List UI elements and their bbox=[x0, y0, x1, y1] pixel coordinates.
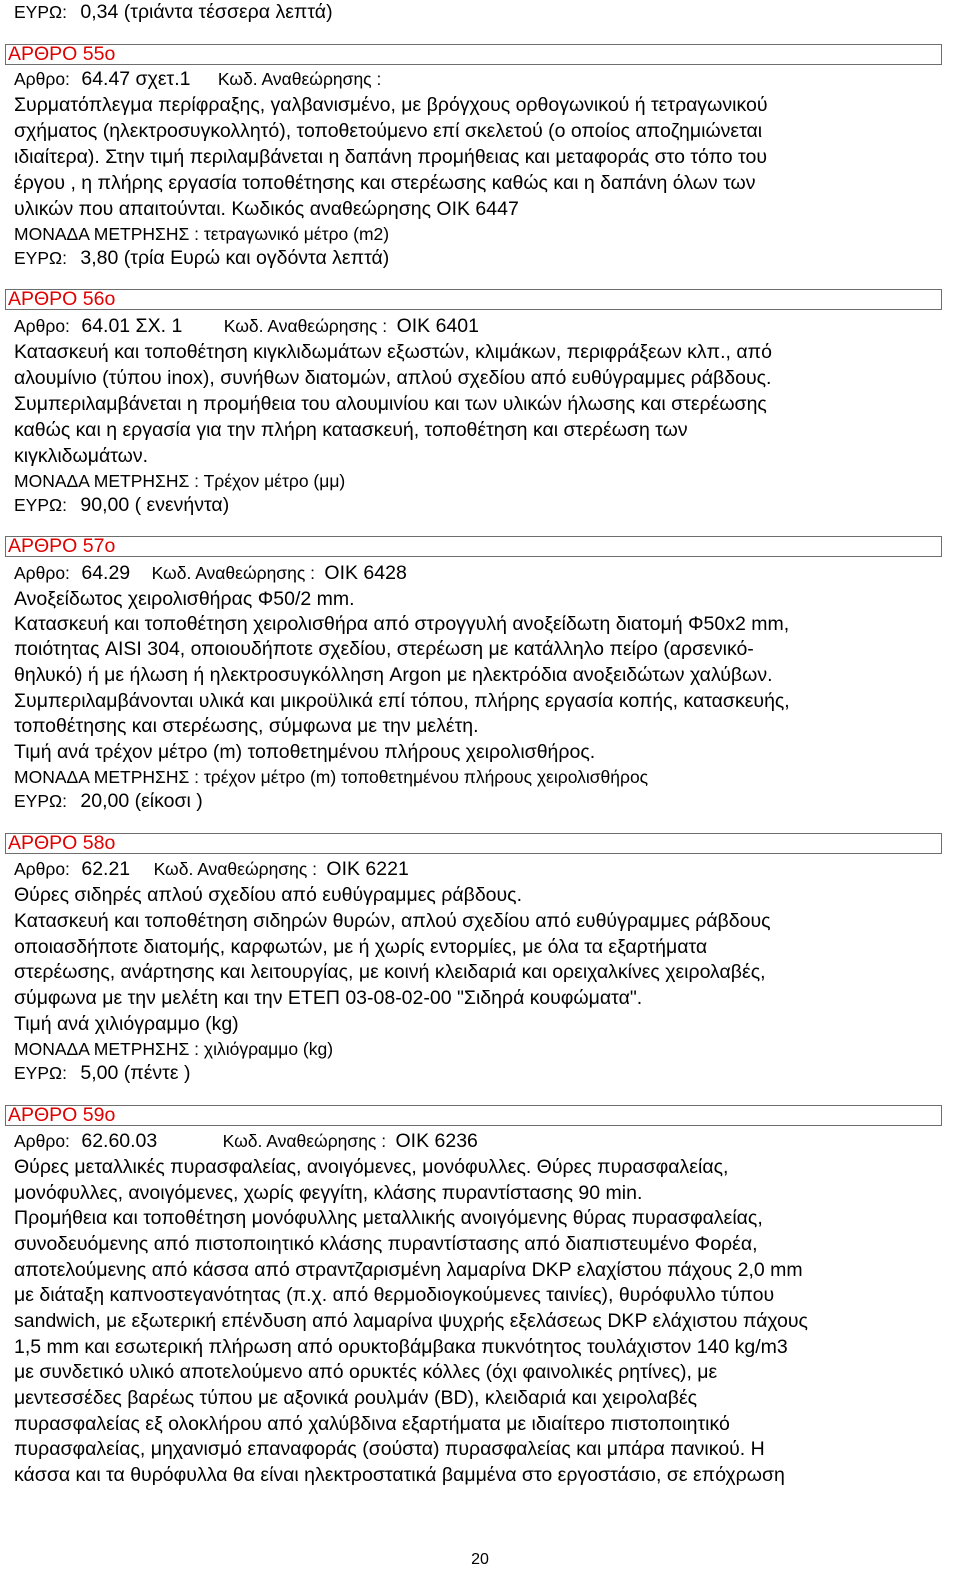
article-text-line: μονόφυλλες, ανοιγόμενες, χωρίς φεγγίτη, κλάσης πυραντίστασης 90 min. bbox=[14, 1182, 643, 1204]
article-text-line: Θύρες σιδηρές απλού σχεδίου από ευθύγραμμες ράβδους. bbox=[14, 884, 522, 906]
article-meta: Αρθρο: 64.47 σχετ.1 Κωδ. Αναθεώρησης : bbox=[14, 68, 382, 90]
article-text-line: οποιασδήποτε διατομής, καρφωτών, με ή χωρίς εντορμίες, με όλα τα εξαρτήματα bbox=[14, 936, 708, 958]
article-text-line: Τιμή ανά τρέχον μέτρο (m) τοποθετημένου πλήρους χειρολισθήρος. bbox=[14, 741, 596, 763]
article-meta: Αρθρο: 64.29 Κωδ. Αναθεώρησης : ΟΙΚ 6428 bbox=[14, 562, 407, 584]
euro-line: ΕΥΡΩ: 90,00 ( ενενήντα) bbox=[14, 494, 230, 516]
article-59-header bbox=[5, 1105, 942, 1126]
article-text-line: έργου , η πλήρης εργασία τοποθέτησης και στερέωσης καθώς και η δαπάνη όλων των bbox=[14, 172, 756, 194]
article-text-line: κιγκλιδωμάτων. bbox=[14, 445, 149, 467]
article-heading: ΑΡΘΡΟ 58ο bbox=[8, 832, 116, 854]
article-text-line: πυρασφαλείας, μηχανισμό επαναφοράς (σούστα) πυρασφαλείας και μπάρα πανικού. Η bbox=[14, 1438, 765, 1460]
article-heading: ΑΡΘΡΟ 55ο bbox=[8, 43, 116, 65]
article-text-line: πυρασφαλείας εξ ολοκλήρου από χαλύβδινα εξαρτήματα με ιδιαίτερο πιστοποιητικό bbox=[14, 1413, 730, 1435]
article-text-line: Συρματόπλεγμα περίφραξης, γαλβανισμένο, με βρόγχους ορθογωνικού ή τετραγωνικού bbox=[14, 94, 768, 116]
article-meta: Αρθρο: 62.21 Κωδ. Αναθεώρησης : ΟΙΚ 6221 bbox=[14, 858, 409, 880]
article-text-line: ποιότητας AISI 304, οποιουδήποτε σχεδίου, στερέωση με κατάλληλο πείρο (αρσενικό- bbox=[14, 638, 754, 660]
article-text-line: 1,5 mm και εσωτερική πλήρωση από ορυκτοβάμβακα πυκνότητος τουλάχιστον 140 kg/m3 bbox=[14, 1336, 788, 1358]
unit-line: ΜΟΝΑΔΑ ΜΕΤΡΗΣΗΣ : χιλιόγραμμο (kg) bbox=[14, 1039, 334, 1059]
article-text-line: Κατασκευή και τοποθέτηση κιγκλιδωμάτων εξωστών, κλιμάκων, περιφράξεων κλπ., από bbox=[14, 341, 772, 363]
article-text-line: σύμφωνα με την μελέτη και την ΕΤΕΠ 03-08-02-00 "Σιδηρά κουφώματα". bbox=[14, 987, 643, 1009]
article-text-line: συνοδευόμενης από πιστοποιητικό κλάσης πυραντίστασης από διαπιστευμένο Φορέα, bbox=[14, 1233, 758, 1255]
euro-line: ΕΥΡΩ: 5,00 (πέντε ) bbox=[14, 1062, 191, 1084]
article-text-line: ιδιαίτερα). Στην τιμή περιλαμβάνεται η δαπάνη προμήθειας και μεταφοράς στο τόπο του bbox=[14, 146, 767, 168]
euro-line: ΕΥΡΩ: 20,00 (είκοσι ) bbox=[14, 790, 203, 812]
article-text-line: στερέωσης, ανάρτησης και λειτουργίας, με κοινή κλειδαριά και ορειχαλκίνες χειρολαβές, bbox=[14, 961, 766, 983]
article-text-line: Τιμή ανά χιλιόγραμμο (kg) bbox=[14, 1013, 239, 1035]
article-text-line: αποτελούμενης από κάσσα από στραντζαρισμένη λαμαρίνα DKP ελαχίστου πάχους 2,0 mm bbox=[14, 1259, 803, 1281]
article-text-line: τοποθέτησης και στερέωσης, σύμφωνα με την μελέτη. bbox=[14, 715, 479, 737]
article-text-line: θηλυκό) ή με ήλωση ή ηλεκτροσυγκόλληση Argon με ηλεκτρόδια ανοξειδώτων χαλύβων. bbox=[14, 664, 773, 686]
unit-line: ΜΟΝΑΔΑ ΜΕΤΡΗΣΗΣ : τετραγωνικό μέτρο (m2) bbox=[14, 224, 390, 244]
article-heading: ΑΡΘΡΟ 59ο bbox=[8, 1104, 116, 1126]
page-number: 20 bbox=[471, 1551, 489, 1568]
article-text-line: Θύρες μεταλλικές πυρασφαλείας, ανοιγόμενες, μονόφυλλες. Θύρες πυρασφαλείας, bbox=[14, 1156, 729, 1178]
article-text-line: Ανοξείδωτος χειρολισθήρας Φ50/2 mm. bbox=[14, 588, 355, 610]
article-text-line: Κατασκευή και τοποθέτηση χειρολισθήρα από στρογγυλή ανοξείδωτη διατομή Φ50x2 mm, bbox=[14, 613, 790, 635]
article-text-line: Προμήθεια και τοποθέτηση μονόφυλλης μεταλλικής ανοιγόμενης θύρας πυρασφαλείας, bbox=[14, 1207, 763, 1229]
article-text-line: μεντεσσέδες βαρέως τύπου με αξονικά ρουλμάν (BD), κλειδαριά και χειρολαβές bbox=[14, 1387, 698, 1409]
article-text-line: κάσσα και τα θυρόφυλλα θα είναι ηλεκτροστατικά βαμμένα στο εργοστάσιο, σε επόχρωση bbox=[14, 1464, 785, 1486]
article-58-header bbox=[5, 833, 942, 854]
article-text-line: καθώς και η εργασία για την πλήρη κατασκευή, τοποθέτηση και στερέωση των bbox=[14, 419, 688, 441]
article-text-line: αλουμίνιο (τύπου inox), συνήθων διατομών, απλού σχεδίου από ευθύγραμμες ράβδους. bbox=[14, 367, 772, 389]
euro-line: ΕΥΡΩ: 3,80 (τρία Ευρώ και ογδόντα λεπτά) bbox=[14, 247, 390, 269]
article-meta: Αρθρο: 62.60.03 Κωδ. Αναθεώρησης : ΟΙΚ 6236 bbox=[14, 1130, 478, 1152]
article-text-line: sandwich, με εξωτερική επένδυση από λαμαρίνα ψυχρής εξελάσεως DKP ελάχιστου πάχους bbox=[14, 1310, 808, 1332]
article-57-header bbox=[5, 536, 942, 557]
article-text-line: σχήματος (ηλεκτροσυγκολλητό), τοποθετούμενο επί σκελετού (ο οποίος αποζημιώνεται bbox=[14, 120, 763, 142]
article-text-line: με συνδετικό υλικό αποτελούμενο από ορυκτές κόλλες (όχι φαινολικές ρητίνες), με bbox=[14, 1361, 718, 1383]
article-text-line: Κατασκευή και τοποθέτηση σιδηρών θυρών, απλού σχεδίου από ευθύγραμμες ράβδους bbox=[14, 910, 771, 932]
unit-line: ΜΟΝΑΔΑ ΜΕΤΡΗΣΗΣ : Τρέχον μέτρο (μμ) bbox=[14, 471, 346, 491]
article-text-line: Συμπεριλαμβάνονται υλικά και μικροϋλικά επί τόπου, πλήρης εργασία κοπής, κατασκευής, bbox=[14, 690, 790, 712]
article-meta: Αρθρο: 64.01 ΣΧ. 1 Κωδ. Αναθεώρησης : ΟΙΚ 6401 bbox=[14, 315, 479, 337]
article-55-header bbox=[5, 44, 942, 65]
euro-line: ΕΥΡΩ: 0,34 (τριάντα τέσσερα λεπτά) bbox=[14, 1, 333, 23]
article-text-line: Συμπεριλαμβάνεται η προμήθεια του αλουμινίου και των υλικών ήλωσης και στερέωσης bbox=[14, 393, 767, 415]
article-text-line: υλικών που απαιτούνται. Κωδικός αναθεώρησης ΟΙΚ 6447 bbox=[14, 198, 519, 220]
unit-line: ΜΟΝΑΔΑ ΜΕΤΡΗΣΗΣ : τρέχον μέτρο (m) τοποθετημένου πλήρους χειρολισθήρος bbox=[14, 767, 649, 787]
article-56-header bbox=[5, 289, 942, 310]
article-heading: ΑΡΘΡΟ 56ο bbox=[8, 288, 116, 310]
article-heading: ΑΡΘΡΟ 57ο bbox=[8, 535, 116, 557]
article-text-line: με διάταξη καπνοστεγανότητας (π.χ. από θερμοδιογκούμενες ταινίες), θυρόφυλλο τύπου bbox=[14, 1284, 775, 1306]
